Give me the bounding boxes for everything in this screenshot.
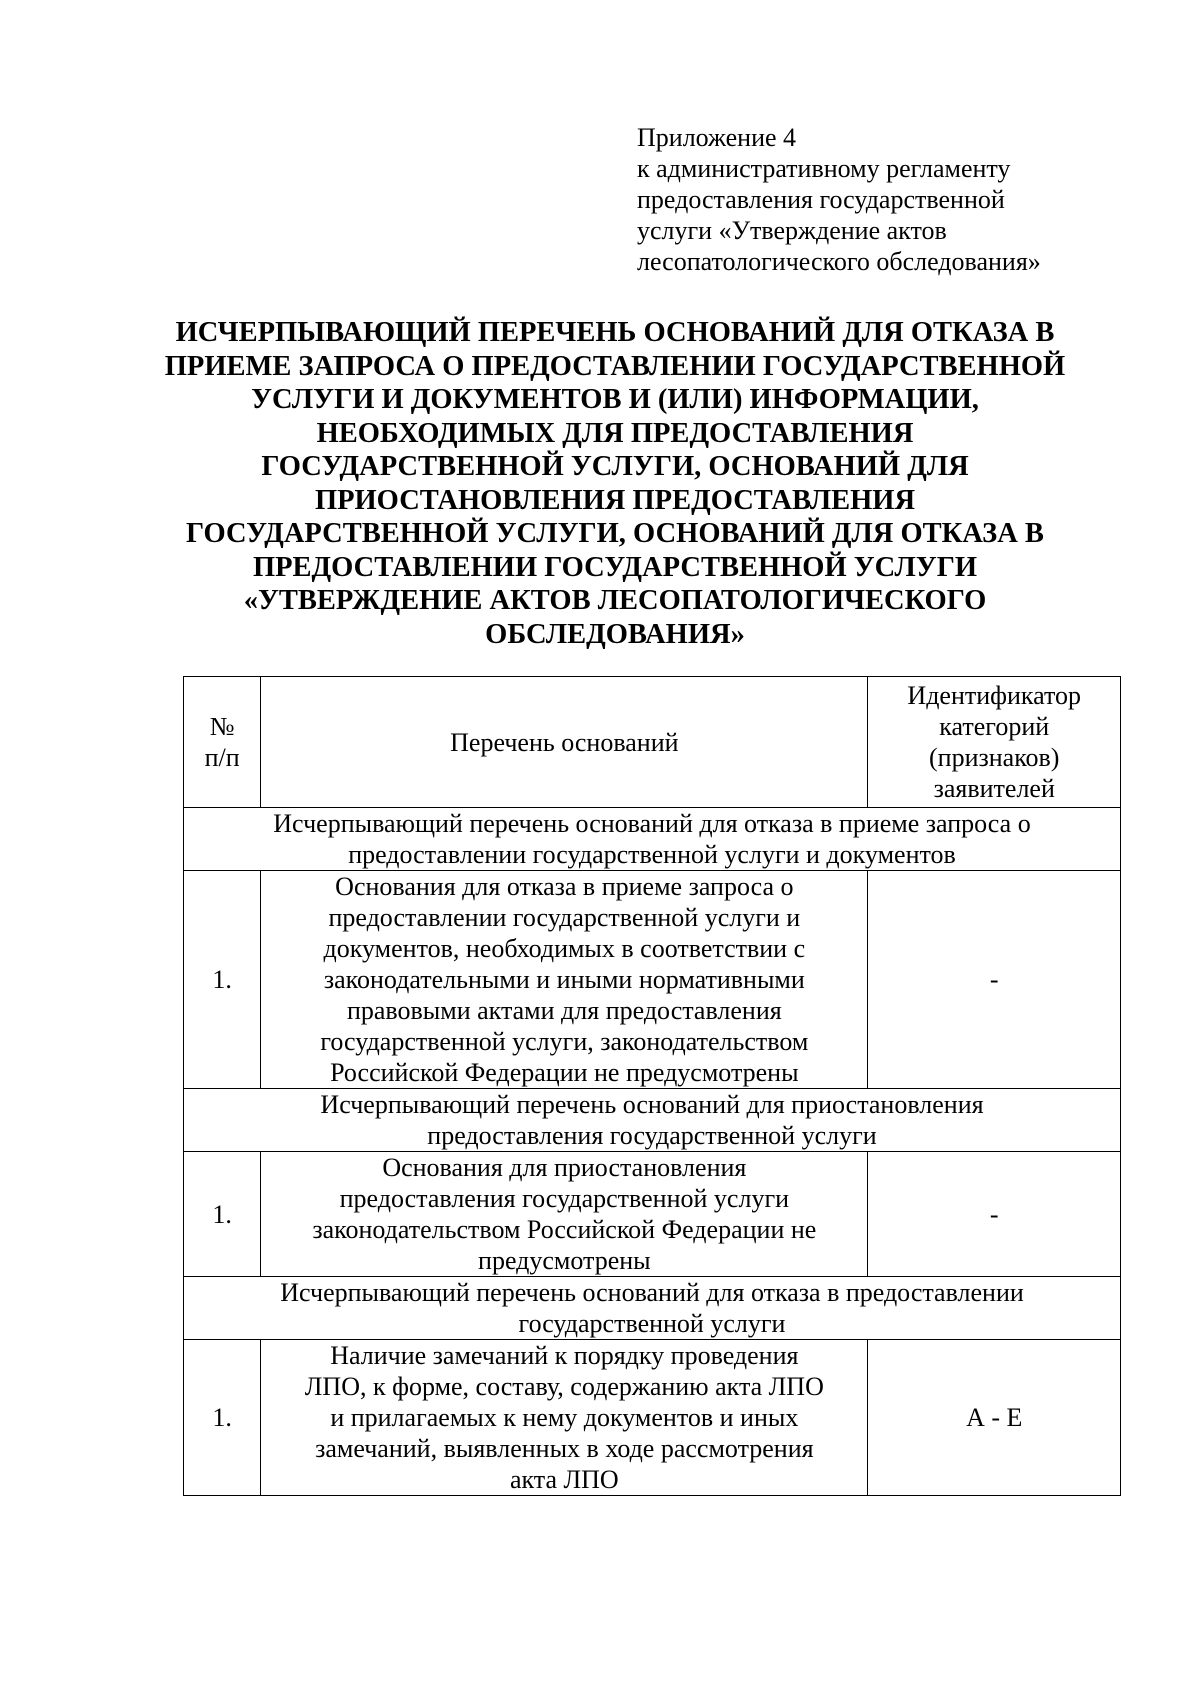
- section-header-row: [184, 1089, 1121, 1152]
- section-title-line: предоставления государственной услуги: [427, 1121, 877, 1150]
- section-title-line: предоставлении государственной услуги и документов: [348, 840, 956, 869]
- appendix-line: услуги «Утверждение актов: [637, 216, 947, 245]
- title-line: ГОСУДАРСТВЕННОЙ УСЛУГИ, ОСНОВАНИЙ ДЛЯ ОТКАЗА В: [186, 518, 1044, 549]
- section-title-refusal-acceptance: [184, 808, 1121, 871]
- row-applicant-id: -: [868, 1152, 1121, 1277]
- section-title-line: Исчерпывающий перечень оснований для приостановления: [320, 1090, 984, 1119]
- row-grounds-line: законодательством Российской Федерации не: [312, 1215, 817, 1244]
- table-row: [184, 871, 1121, 1089]
- header-number: [184, 677, 261, 808]
- title-line: ГОСУДАРСТВЕННОЙ УСЛУГИ, ОСНОВАНИЙ ДЛЯ: [261, 451, 969, 482]
- row-number: 1.: [184, 871, 261, 1089]
- row-grounds-line: правовыми актами для предоставления: [346, 996, 782, 1025]
- title-line: ПРЕДОСТАВЛЕНИИ ГОСУДАРСТВЕННОЙ УСЛУГИ: [252, 551, 978, 583]
- row-grounds: [261, 1152, 868, 1277]
- appendix-line: Приложение 4: [637, 123, 797, 152]
- header-id-line: заявителей: [933, 774, 1055, 803]
- row-grounds-line: государственной услуги, законодательством: [320, 1027, 809, 1056]
- section-header-row: [184, 1277, 1121, 1340]
- title-line: НЕОБХОДИМЫХ ДЛЯ ПРЕДОСТАВЛЕНИЯ: [316, 417, 914, 449]
- row-grounds-line: Наличие замечаний к порядку проведения: [330, 1341, 799, 1370]
- table-header-row: [184, 677, 1121, 808]
- row-grounds-line: законодательными и иными нормативными: [323, 965, 805, 994]
- appendix-line: к административному регламенту: [637, 154, 1011, 183]
- row-grounds-line: Российской Федерации не предусмотрены: [330, 1058, 799, 1087]
- appendix-block: [637, 122, 1041, 277]
- row-grounds-line: и прилагаемых к нему документов и иных: [330, 1403, 799, 1432]
- row-number: 1.: [184, 1340, 261, 1496]
- row-grounds-line: Основания для отказа в приеме запроса о: [335, 872, 794, 901]
- row-number: 1.: [184, 1152, 261, 1277]
- row-grounds-line: ЛПО, к форме, составу, содержанию акта ЛПО: [304, 1372, 824, 1401]
- section-title-line: государственной услуги: [518, 1309, 786, 1338]
- title-line: УСЛУГИ И ДОКУМЕНТОВ И (ИЛИ) ИНФОРМАЦИИ,: [251, 384, 979, 415]
- header-applicant-id: [868, 677, 1121, 808]
- appendix-line: предоставления государственной: [637, 185, 1005, 214]
- grounds-table: [183, 676, 1121, 1496]
- header-number-line: п/п: [204, 743, 240, 772]
- row-grounds-line: акта ЛПО: [509, 1465, 619, 1494]
- title-line: ПРИЕМЕ ЗАПРОСА О ПРЕДОСТАВЛЕНИИ ГОСУДАРСТВЕННОЙ: [164, 350, 1066, 382]
- row-applicant-id: А - Е: [868, 1340, 1121, 1496]
- row-grounds-line: предоставлении государственной услуги и: [328, 903, 801, 932]
- section-header-row: [184, 808, 1121, 871]
- row-applicant-id: -: [868, 871, 1121, 1089]
- section-title-suspension: [184, 1089, 1121, 1152]
- title-line: «УТВЕРЖДЕНИЕ АКТОВ ЛЕСОПАТОЛОГИЧЕСКОГО: [243, 585, 987, 616]
- header-id-line: (признаков): [929, 743, 1060, 772]
- table-row: [184, 1152, 1121, 1277]
- row-grounds-line: замечаний, выявленных в ходе рассмотрения: [315, 1434, 814, 1463]
- row-grounds: [261, 871, 868, 1089]
- title-line: ИСЧЕРПЫВАЮЩИЙ ПЕРЕЧЕНЬ ОСНОВАНИЙ ДЛЯ ОТКАЗА В: [175, 317, 1055, 348]
- row-grounds-line: предоставления государственной услуги: [339, 1184, 790, 1213]
- header-number-line: №: [209, 712, 235, 741]
- title-line: ПРИОСТАНОВЛЕНИЯ ПРЕДОСТАВЛЕНИЯ: [314, 484, 916, 516]
- section-title-refusal-provision: [184, 1277, 1121, 1340]
- header-grounds-line: Перечень оснований: [450, 727, 679, 757]
- row-grounds-line: документов, необходимых в соответствии с: [323, 934, 806, 963]
- header-id-line: категорий: [939, 712, 1050, 741]
- header-grounds-list: [261, 677, 868, 808]
- table-row: [184, 1340, 1121, 1496]
- section-title-line: Исчерпывающий перечень оснований для отказа в приеме запроса о: [273, 809, 1031, 838]
- section-title-line: Исчерпывающий перечень оснований для отказа в предоставлении: [280, 1278, 1024, 1307]
- row-grounds: [261, 1340, 868, 1496]
- row-grounds-line: Основания для приостановления: [382, 1153, 747, 1182]
- row-grounds-line: предусмотрены: [478, 1246, 651, 1275]
- document-title: [150, 316, 1080, 651]
- appendix-line: лесопатологического обследования»: [637, 247, 1041, 276]
- title-line: ОБСЛЕДОВАНИЯ»: [485, 618, 745, 650]
- header-id-line: Идентификатор: [907, 681, 1082, 710]
